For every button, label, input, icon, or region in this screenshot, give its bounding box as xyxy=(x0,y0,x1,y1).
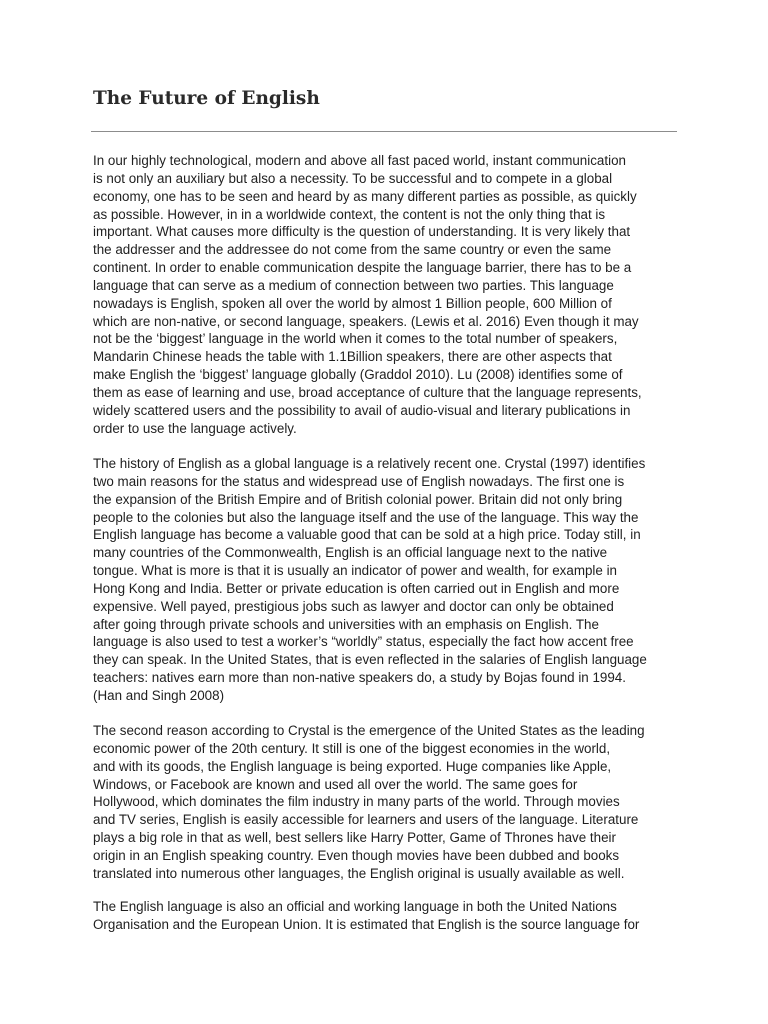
text-line: Windows, or Facebook are known and used all over the world. The same goes for xyxy=(93,776,578,792)
text-line: The history of English as a global language is a relatively recent one. Crystal (1997) identifies xyxy=(93,456,646,471)
text-line: language that can serve as a medium of connection between two parties. This language xyxy=(93,277,614,293)
text-line: (Han and Singh 2008) xyxy=(93,687,225,703)
text-line: people to the colonies but also the language itself and the use of the language. This way the xyxy=(93,509,639,525)
text-line: Hong Kong and India. Better or private education is often carried out in English and more xyxy=(93,580,620,596)
text-line: the expansion of the British Empire and of British colonial power. Britain did not only bring xyxy=(93,491,623,507)
text-line: many countries of the Commonwealth, English is an official language next to the native xyxy=(93,545,608,561)
title-divider xyxy=(91,131,677,132)
text-line: The second reason according to Crystal is the emergence of the United States as the leading xyxy=(93,723,645,738)
text-line: not be the ‘biggest’ language in the world when it comes to the total number of speakers, xyxy=(93,331,618,347)
text-line: English language has become a valuable good that can be sold at a high price. Today still, in xyxy=(93,527,641,543)
text-line: them as ease of learning and use, broad acceptance of culture that the language represents, xyxy=(93,384,642,400)
text-line: widely scattered users and the possibility to avail of audio-visual and literary publications in xyxy=(93,402,631,418)
text-line: language is also used to test a worker’s “worldly” status, especially the fact how accent free xyxy=(93,634,634,650)
text-line: which are non-native, or second language, speakers. (Lewis et al. 2016) Even though it may xyxy=(93,313,639,329)
text-line: and TV series, English is easily accessible for learners and users of the language. Literature xyxy=(93,812,639,828)
paragraph-second-reason xyxy=(93,722,645,883)
text-line: The English language is also an official and working language in both the United Nations xyxy=(93,899,617,914)
text-line: Mandarin Chinese heads the table with 1.1Billion speakers, there are other aspects that xyxy=(93,349,612,365)
text-line: continent. In order to enable communication despite the language barrier, there has to be a xyxy=(93,260,632,276)
paragraph-history xyxy=(93,455,647,705)
text-line: plays a big role in that as well, best sellers like Harry Potter, Game of Thrones have their xyxy=(93,830,616,846)
paragraph-organisations xyxy=(93,898,639,934)
text-line: they can speak. In the United States, that is even reflected in the salaries of English language xyxy=(93,652,647,668)
document-title: The Future of English xyxy=(93,88,320,109)
text-line: Organisation and the European Union. It is estimated that English is the source language for xyxy=(93,916,640,932)
text-line: as possible. However, in in a worldwide context, the content is not the only thing that is xyxy=(93,206,606,222)
text-line: economy, one has to be seen and heard by as many different parties as possible, as quickly xyxy=(93,188,637,204)
text-line: after going through private schools and universities with an emphasis on English. The xyxy=(93,616,599,632)
text-line: the addresser and the addressee do not come from the same country or even the same xyxy=(93,242,612,258)
text-line: is not only an auxiliary but also a necessity. To be successful and to compete in a global xyxy=(93,170,613,186)
text-line: important. What causes more difficulty is the question of understanding. It is very likely that xyxy=(93,224,631,240)
text-line: expensive. Well payed, prestigious jobs such as lawyer and doctor can only be obtained xyxy=(93,598,614,614)
text-line: two main reasons for the status and widespread use of English nowadays. The first one is xyxy=(93,473,625,489)
text-line: translated into numerous other languages, the English original is usually available as well. xyxy=(93,865,625,881)
text-line: make English the ‘biggest’ language globally (Graddol 2010). Lu (2008) identifies some of xyxy=(93,367,623,383)
text-line: In our highly technological, modern and above all fast paced world, instant communication xyxy=(93,153,626,168)
text-line: tongue. What is more is that it is usually an indicator of power and wealth, for example in xyxy=(93,563,617,579)
text-line: Hollywood, which dominates the film industry in many parts of the world. Through movies xyxy=(93,794,620,810)
text-line: teachers: natives earn more than non-native speakers do, a study by Bojas found in 1994. xyxy=(93,670,626,686)
text-line: origin in an English speaking country. Even though movies have been dubbed and books xyxy=(93,847,620,863)
text-line: economic power of the 20th century. It still is one of the biggest economies in the world, xyxy=(93,740,611,756)
paragraph-introduction xyxy=(93,152,642,438)
text-line: and with its goods, the English language is being exported. Huge companies like Apple, xyxy=(93,758,612,774)
text-line: order to use the language actively. xyxy=(93,420,297,436)
text-line: nowadays is English, spoken all over the world by almost 1 Billion people, 600 Million of xyxy=(93,295,612,311)
